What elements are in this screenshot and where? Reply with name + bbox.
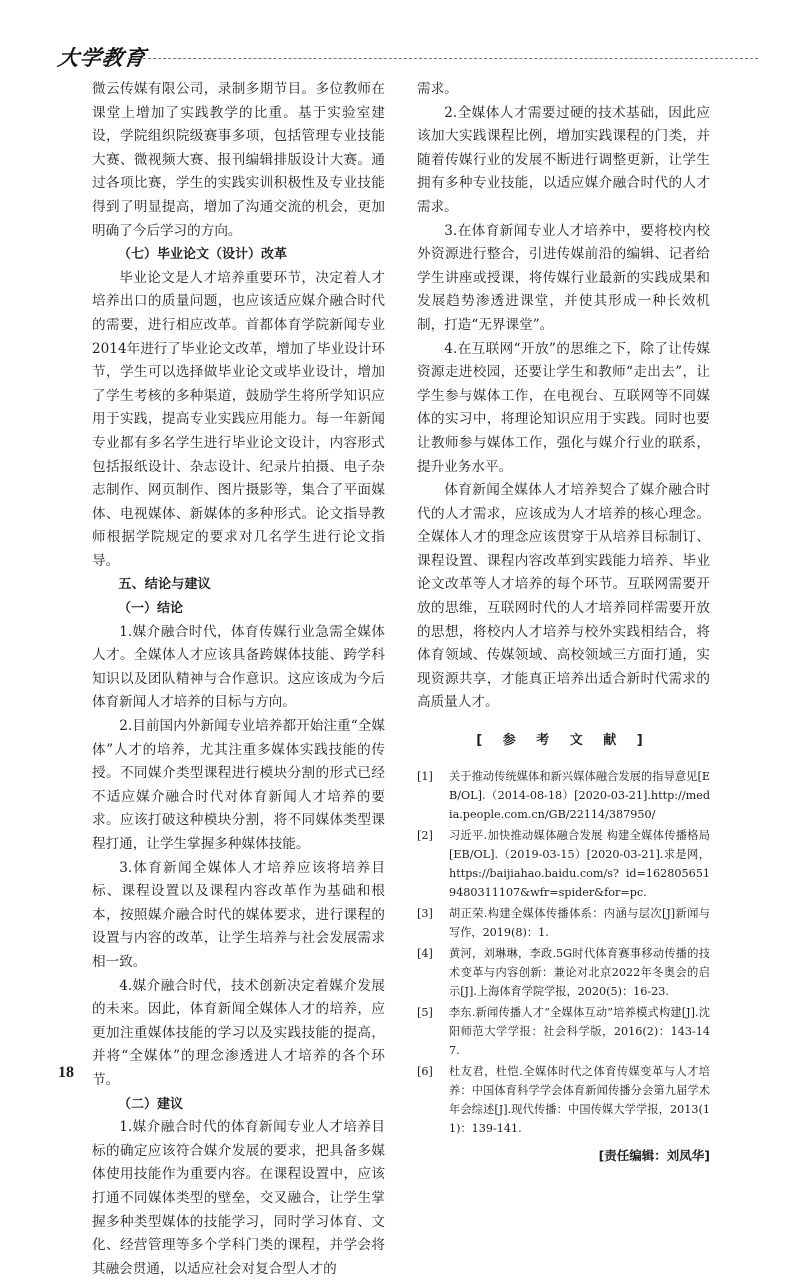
- reference-item: [417, 944, 710, 1001]
- reference-item: [417, 1003, 710, 1060]
- right-column: [417, 78, 710, 1167]
- responsible-editor: [责任编辑：刘凤华]: [598, 1147, 710, 1163]
- reference-item: [417, 826, 710, 902]
- section-heading-conclusion: 五、结论与建议: [118, 577, 211, 593]
- reference-item: [417, 904, 710, 942]
- reference-number: [4]: [417, 946, 433, 960]
- reference-number: [3]: [417, 906, 433, 920]
- conclusion-item-1: 1.媒介融合时代，体育传媒行业急需全媒体人才。全媒体人才应该具备跨媒体技能、跨学科知识以及团队精神与合作意识。这应该成为今后体育新闻人才培养的目标与方向。: [92, 623, 385, 711]
- reference-number: [5]: [417, 1005, 433, 1019]
- reference-number: [6]: [417, 1064, 433, 1078]
- subsection-heading-suggestions: （二）建议: [118, 1096, 184, 1112]
- left-column: [92, 78, 385, 1281]
- page-number: 18: [58, 1064, 74, 1081]
- suggestion-item-3: 3.在体育新闻专业人才培养中，要将校内校外资源进行整合，引进传媒前沿的编辑、记者给学生讲座或授课，将传媒行业最新的实践成果和发展趋势渗透进课堂，并使其形成一种长效机制，打造“无界课堂”。: [417, 222, 710, 333]
- reference-text: 关于推动传统媒体和新兴媒体融合发展的指导意见[EB/OL].（2014-08-18）[2020-03-21].http://media.people.com.cn/GB/22114/387950/: [449, 769, 710, 821]
- suggestion-item-2: 2.全媒体人才需要过硬的技术基础，因此应该加大实践课程比例，增加实践课程的门类，并随着传媒行业的发展不断进行调整更新，让学生拥有多种专业技能，以适应媒介融合时代的人才需求。: [417, 104, 710, 215]
- conclusion-item-4: 4.媒介融合时代，技术创新决定着媒介发展的未来。因此，体育新闻全媒体人才的培养，应更加注重媒体技能的学习以及实践技能的提高，并将“全媒体”的理念渗透进人才培养的各个环节。: [92, 977, 385, 1088]
- reference-text: 杜友君，杜恺.全媒体时代之体育传媒变革与人才培养：中国体育科学学会体育新闻传播分会第九届学术年会综述[J].现代传播：中国传媒大学学报，2013(11)：139-141.: [449, 1064, 710, 1135]
- reference-number: [2]: [417, 828, 433, 842]
- suggestion-item-4: 4.在互联网“开放”的思维之下，除了让传媒资源走进校园，还要让学生和教师“走出去”，让学生参与媒体工作，在电视台、互联网等不同媒体的实习中，将理论知识应用于实践。同时也要让教师参与媒体工作，强化与媒介行业的联系，提升业务水平。: [417, 340, 710, 475]
- journal-logo: 大学教育: [56, 45, 148, 70]
- reference-text: 李东.新闻传播人才“全媒体互动”培养模式构建[J].沈阳师范大学学报：社会科学版，2016(2)：143-147.: [449, 1005, 710, 1057]
- references-title: [ 参 考 文 献 ]: [476, 733, 651, 749]
- paragraph-continued: 微云传媒有限公司，录制多期节目。多位教师在课堂上增加了实践教学的比重。基于实验室建设，学院组织院级赛事多项，包括管理专业技能大赛、微视频大赛、报刊编辑排版设计大赛。通过各项比赛，学生的实践实训积极性及专业技能得到了明显提高，增加了沟通交流的机会，更加明确了今后学习的方向。: [92, 81, 385, 239]
- suggestion-item-1: 1.媒介融合时代的体育新闻专业人才培养目标的确定应该符合媒介发展的要求，把具备多媒体使用技能作为重要内容。在课程设置中，应该打通不同媒体类型的壁垒，交叉融合，让学生掌握多种类型媒体的技能学习，同时学习体育、文化、经营管理等多个学科门类的课程，并学会将其融会贯通，以适应社会对复合型人才的: [92, 1119, 385, 1277]
- reference-text: 胡正荣.构建全媒体传播体系：内涵与层次[J]新闻与写作，2019(8)：1.: [449, 906, 710, 939]
- section-heading-thesis-reform: （七）毕业论文（设计）改革: [118, 247, 288, 263]
- subsection-heading-conclusion: （一）结论: [118, 601, 184, 617]
- header-divider: [128, 58, 758, 59]
- conclusion-item-2: 2.目前国内外新闻专业培养都开始注重“全媒体”人才的培养，尤其注重多媒体实践技能的传授。不同媒介类型课程进行模块分割的形式已经不适应媒介融合时代对体育新闻人才培养的要求。应该打破这种模块分割，将不同媒体类型课程打通，让学生掌握多种媒体技能。: [92, 718, 385, 852]
- reference-text: 黄河，刘琳琳，李政.5G时代体育赛事移动传播的技术变革与内容创新：兼论对北京2022年冬奥会的启示[J].上海体育学院学报，2020(5)：16-23.: [449, 946, 710, 998]
- conclusion-item-3: 3.体育新闻全媒体人才培养应该将培养目标、课程设置以及课程内容改革作为基础和根本，按照媒介融合时代的媒体要求，进行课程的设置与内容的改革，让学生培养与社会发展需求相一致。: [92, 859, 385, 970]
- reference-text: 习近平.加快推动媒体融合发展 构建全媒体传播格局[EB/OL].（2019-03-15）[2020-03-21].求是网，https://baijiahao.baidu.com/s? id=1628056519480311107&wfr=spider&for=pc.: [449, 828, 710, 899]
- reference-number: [1]: [417, 769, 433, 783]
- paragraph-thesis-reform: 毕业论文是人才培养重要环节，决定着人才培养出口的质量问题，也应该适应媒介融合时代的需要，进行相应改革。首都体育学院新闻专业2014年进行了毕业论文改革，增加了毕业设计环节，学生可以选择做毕业论文或毕业设计，增加了学生考核的多种渠道，鼓励学生将所学知识应用于实践，提高专业实践应用能力。每一年新闻专业都有多名学生进行毕业论文设计，内容形式包括报纸设计、杂志设计、纪录片拍摄、电子杂志制作、网页制作、图片摄影等，集合了平面媒体、电视媒体、新媒体的多种形式。论文指导教师根据学院规定的要求对几名学生进行论文指导。: [92, 269, 385, 569]
- reference-item: [417, 767, 710, 824]
- summary-paragraph: 体育新闻全媒体人才培养契合了媒介融合时代的人才需求，应该成为人才培养的核心理念。全媒体人才的理念应该贯穿于从培养目标制订、课程设置、课程内容改革到实践能力培养、毕业论文改革等人才培养的每个环节。互联网需要开放的思维，互联网时代的人才培养同样需要开放的思想，将校内人才培养与校外实践相结合，将体育领域、传媒领域、高校领域三方面打通，实现资源共享，才能真正培养出适合新时代需求的高质量人才。: [417, 482, 710, 711]
- reference-item: [417, 1062, 710, 1138]
- suggestion-item-1-continued: 需求。: [417, 81, 458, 97]
- page-header: [58, 38, 758, 78]
